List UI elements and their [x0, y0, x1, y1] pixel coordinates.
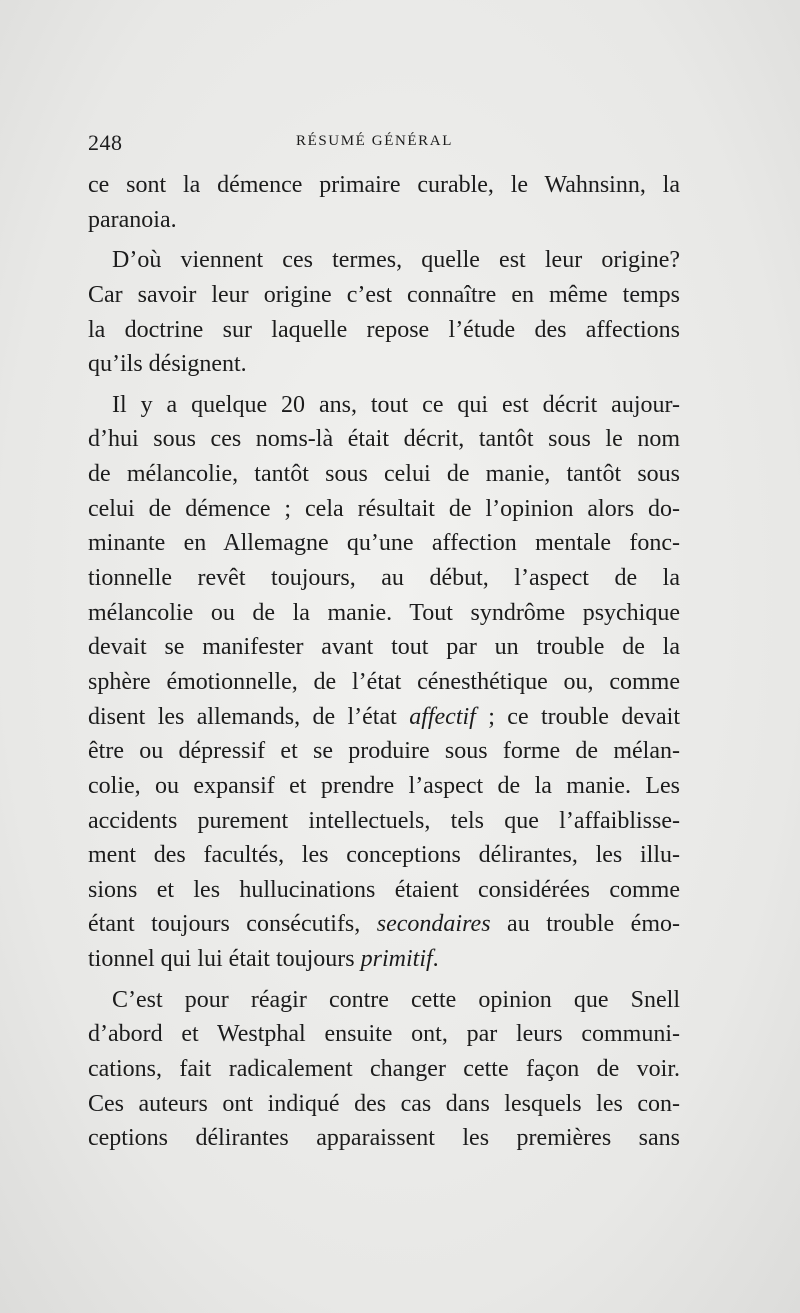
text-line: de mélancolie, tantôt sous celui de manie, tantôt sous	[88, 461, 680, 488]
text-line: accidents purement intellectuels, tels que l’affaiblisse-	[88, 807, 680, 834]
text-line: la doctrine sur laquelle repose l’étude des affections	[88, 316, 680, 343]
text-line: devait se manifester avant tout par un trouble de la	[88, 634, 680, 661]
text-line: ce sont la démence primaire curable, le Wahnsinn, la	[88, 172, 680, 198]
text-line: ceptions délirantes apparaissent les premières sans	[88, 1125, 680, 1152]
text-line: mélancolie ou de la manie. Tout syndrôme psychique	[88, 599, 680, 626]
body-text	[88, 168, 680, 1156]
text-line: tionnelle revêt toujours, au début, l’aspect de la	[88, 565, 680, 592]
text-line: minante en Allemagne qu’une affection mentale fonc-	[88, 530, 680, 557]
paragraph-start-line: C’est pour réagir contre cette opinion que Snell	[112, 986, 680, 1013]
text-line: Car savoir leur origine c’est connaître en même temps	[88, 281, 680, 308]
paragraph-start-line: Il y a quelque 20 ans, tout ce qui est décrit aujour-	[112, 391, 680, 418]
text-line: ment des facultés, les conceptions délirantes, les illu-	[88, 842, 680, 869]
italic-term: primitif	[360, 946, 433, 973]
page-number: 248	[88, 130, 123, 155]
italic-term: secondaires	[376, 911, 491, 938]
text-line: Ces auteurs ont indiqué des cas dans lesquels les con-	[88, 1090, 680, 1117]
running-head: RÉSUMÉ GÉNÉRAL	[296, 133, 453, 149]
text-line: qu’ils désignent.	[88, 351, 247, 378]
italic-term: affectif	[409, 703, 476, 730]
text-line: tionnel qui lui était toujours primitif.	[88, 946, 439, 973]
text-line: sphère émotionnelle, de l’état cénesthétique ou, comme	[88, 668, 680, 695]
text-line: celui de démence ; cela résultait de l’opinion alors do-	[88, 495, 680, 522]
text-line: disent les allemands, de l’état affectif ; ce trouble devait	[88, 703, 680, 730]
text-line: sions et les hullucinations étaient considérées comme	[88, 876, 680, 903]
text-line: paranoia.	[88, 206, 177, 233]
text-line: d’hui sous ces noms-là était décrit, tantôt sous le nom	[88, 426, 680, 453]
paragraph-start-line: D’où viennent ces termes, quelle est leur origine?	[112, 247, 680, 274]
text-line: d’abord et Westphal ensuite ont, par leurs communi-	[88, 1021, 680, 1048]
text-line: colie, ou expansif et prendre l’aspect de la manie. Les	[88, 772, 680, 799]
page-header	[88, 130, 680, 154]
text-line: être ou dépressif et se produire sous forme de mélan-	[88, 738, 680, 765]
text-line: étant toujours consécutifs, secondaires au trouble émo-	[88, 911, 680, 938]
text-line: cations, fait radicalement changer cette façon de voir.	[88, 1056, 680, 1083]
